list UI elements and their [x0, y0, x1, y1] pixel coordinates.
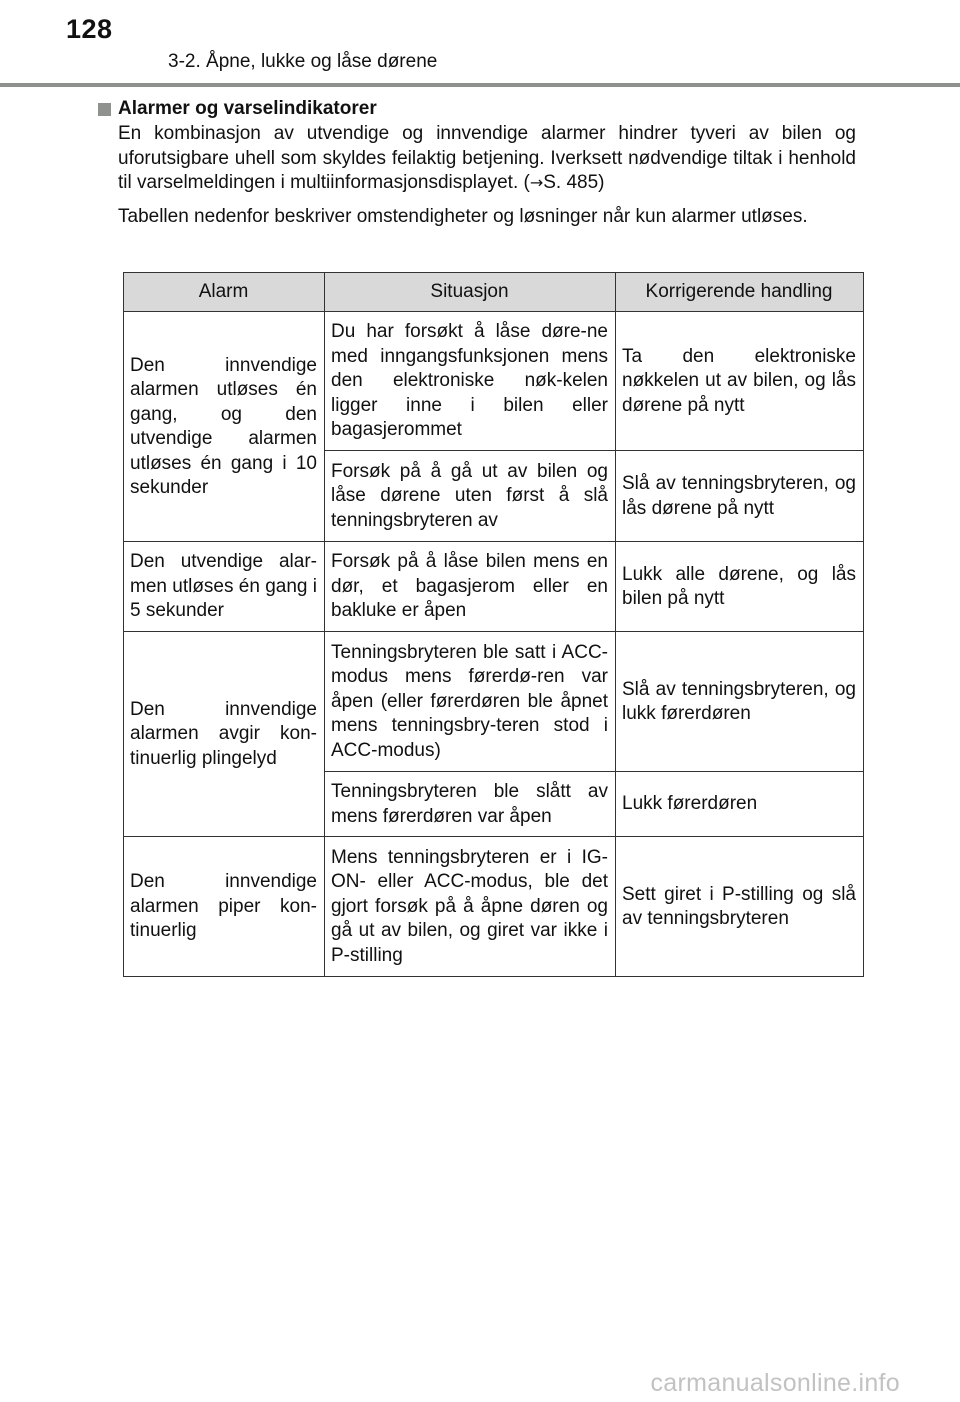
situation-cell: Mens tenningsbryteren er i IG-ON- eller ACC-modus, ble det gjort forsøk på å åpne døren og gå ut av bilen, og giret var ikke i P-stilling	[325, 837, 616, 977]
page-reference-link[interactable]: S. 485)	[543, 172, 605, 193]
action-cell: Ta den elektroniske nøkkelen ut av bilen, og lås dørene på nytt	[616, 312, 864, 451]
situation-cell: Du har forsøkt å låse døre-ne med inngangsfunksjonen mens den elektroniske nøk-kelen ligger inne i bilen eller bagasjerommet	[325, 312, 616, 451]
action-cell: Slå av tenningsbryteren, og lukk førerdøren	[616, 632, 864, 772]
intro-paragraph	[118, 122, 856, 196]
alarm-section	[98, 96, 856, 229]
table-row	[124, 312, 864, 451]
watermark: carmanualsonline.info	[650, 1369, 900, 1397]
square-bullet-icon	[98, 103, 111, 116]
table-row	[124, 632, 864, 772]
alarm-cell: Den innvendige alarmen avgir kon-tinuerlig plingelyd	[124, 632, 325, 837]
alarm-cell: Den innvendige alarmen piper kon-tinuerlig	[124, 837, 325, 977]
table-description: Tabellen nedenfor beskriver omstendigheter og løsninger når kun alarmer utløses.	[118, 205, 808, 227]
situation-cell: Tenningsbryteren ble slått av mens førerdøren var åpen	[325, 772, 616, 837]
column-header-action: Korrigerende handling	[616, 273, 864, 312]
intro-text: En kombinasjon av utvendige og innvendige alarmer hindrer tyveri av bilen og uforutsigbare uhell som skyldes feilaktig betjening. Iverksett nødvendige tiltak i henhold til varselmeldingen i multiinformasjonsdisplayet. (	[118, 123, 856, 193]
arrow-right-icon: →	[529, 173, 544, 192]
section-heading-text: Alarmer og varselindikatorer	[118, 98, 377, 119]
table-row	[124, 837, 864, 977]
table-row	[124, 542, 864, 632]
table-header-row	[124, 273, 864, 312]
column-header-situation: Situasjon	[325, 273, 616, 312]
situation-cell: Forsøk på å låse bilen mens en dør, et bagasjerom eller en bakluke er åpen	[325, 542, 616, 632]
alarm-cell: Den utvendige alar-men utløses én gang i 5 sekunder	[124, 542, 325, 632]
action-cell: Lukk alle dørene, og lås bilen på nytt	[616, 542, 864, 632]
action-cell: Sett giret i P-stilling og slå av tenningsbryteren	[616, 837, 864, 977]
section-heading	[98, 96, 856, 122]
header-divider	[0, 83, 960, 87]
situation-cell: Tenningsbryteren ble satt i ACC-modus mens førerdø-ren var åpen (eller førerdøren ble åpnet mens tenningsbry-teren stod i ACC-modus)	[325, 632, 616, 772]
page-number: 128	[66, 14, 113, 44]
action-cell: Slå av tenningsbryteren, og lås dørene på nytt	[616, 451, 864, 542]
situation-cell: Forsøk på å gå ut av bilen og låse dørene uten først å slå tenningsbryteren av	[325, 451, 616, 542]
alarm-cell: Den innvendige alarmen utløses én gang, og den utvendige alarmen utløses én gang i 10 sekunder	[124, 312, 325, 542]
action-cell: Lukk førerdøren	[616, 772, 864, 837]
alarm-table	[123, 272, 864, 977]
column-header-alarm: Alarm	[124, 273, 325, 312]
chapter-title: 3-2. Åpne, lukke og låse dørene	[168, 51, 438, 72]
